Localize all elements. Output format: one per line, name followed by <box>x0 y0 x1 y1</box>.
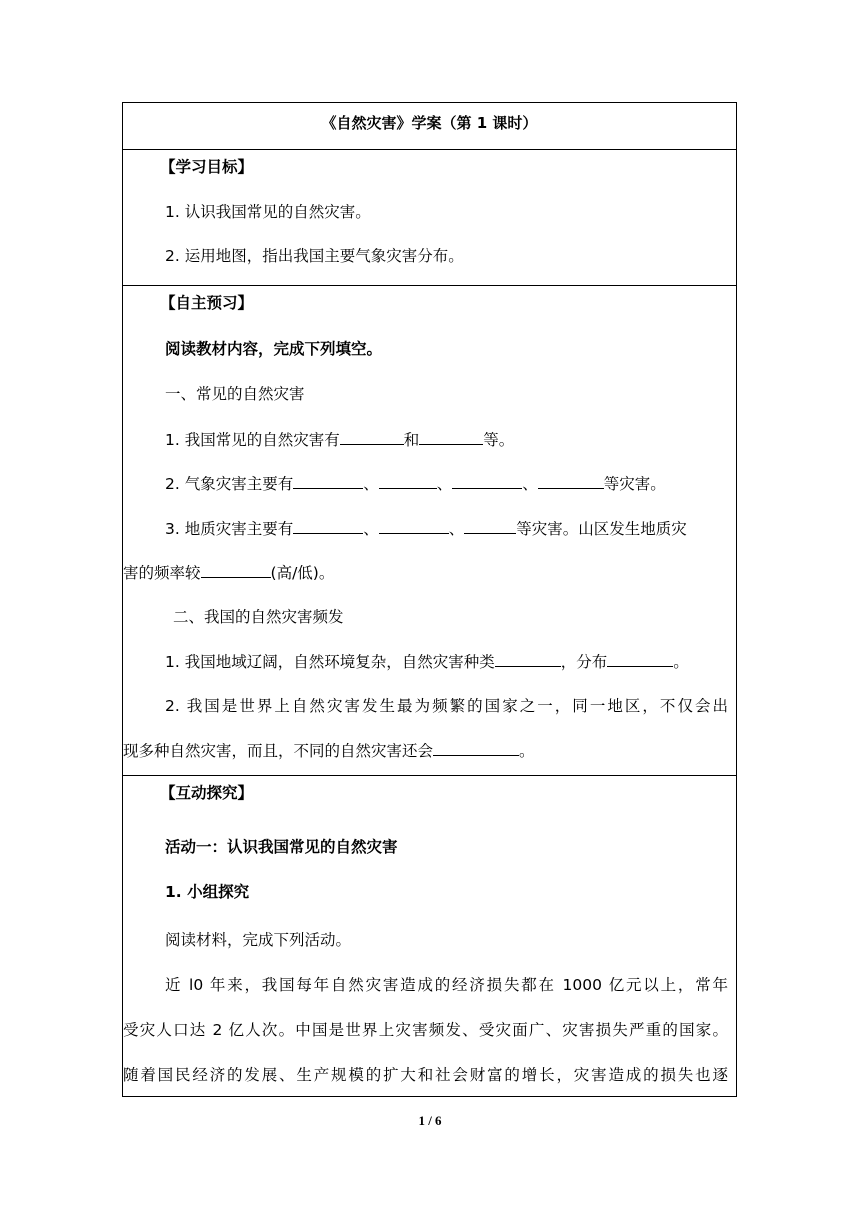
answer-blank[interactable] <box>607 651 673 667</box>
answer-blank[interactable] <box>379 518 449 534</box>
explore-heading: 【互动探究】 <box>160 784 254 802</box>
answer-blank[interactable] <box>379 473 437 489</box>
question-2: 2. 气象灾害主要有 、 、 、 等灾害。 <box>165 475 666 493</box>
preview-instruction: 阅读教材内容，完成下列填空。 <box>165 340 383 358</box>
answer-blank[interactable] <box>464 518 516 534</box>
question-5-line-1: 2. 我国是世界上自然灾害发生最为频繁的国家之一，同一地区，不仅会出 <box>165 697 728 715</box>
activity-instruction: 阅读材料，完成下列活动。 <box>165 931 352 949</box>
page-title: 《自然灾害》学案（第 1 课时） <box>321 114 538 132</box>
question-3-line-1: 3. 地质灾害主要有 、 、 等灾害。山区发生地质灾 <box>165 520 687 538</box>
section-heading-2: 二、我国的自然灾害频发 <box>173 608 344 626</box>
goal-item-2: 2. 运用地图，指出我国主要气象灾害分布。 <box>165 247 464 265</box>
answer-blank[interactable] <box>433 740 519 756</box>
reading-para-line-1: 近 l0 年来，我国每年自然灾害造成的经济损失都在 1000 亿元以上，常年 <box>165 976 728 994</box>
answer-blank[interactable] <box>340 429 404 445</box>
goal-item-1: 1. 认识我国常见的自然灾害。 <box>165 203 371 221</box>
question-4: 1. 我国地域辽阔，自然环境复杂，自然灾害种类 ，分布 。 <box>165 653 689 671</box>
answer-blank[interactable] <box>201 562 271 578</box>
answer-blank[interactable] <box>538 473 604 489</box>
answer-blank[interactable] <box>293 518 363 534</box>
question-5-line-2: 现多种自然灾害，而且，不同的自然灾害还会 。 <box>123 742 535 760</box>
answer-blank[interactable] <box>452 473 522 489</box>
goals-section <box>123 149 736 286</box>
section-heading-1: 一、常见的自然灾害 <box>165 385 305 403</box>
answer-blank[interactable] <box>419 429 483 445</box>
preview-heading: 【自主预习】 <box>160 294 254 312</box>
explore-section <box>123 775 736 1096</box>
goals-heading: 【学习目标】 <box>160 158 254 176</box>
subsection-title: 1. 小组探究 <box>165 883 250 901</box>
reading-para-line-3: 随着国民经济的发展、生产规模的扩大和社会财富的增长，灾害造成的损失也逐 <box>123 1066 728 1084</box>
title-row <box>123 103 736 150</box>
preview-section <box>123 285 736 776</box>
answer-blank[interactable] <box>293 473 363 489</box>
worksheet-table <box>122 102 737 1097</box>
reading-para-line-2: 受灾人口达 2 亿人次。中国是世界上灾害频发、受灾面广、灾害损失严重的国家。 <box>123 1021 728 1039</box>
question-1: 1. 我国常见的自然灾害有 和 等。 <box>165 431 515 449</box>
activity-title: 活动一：认识我国常见的自然灾害 <box>165 838 398 856</box>
answer-blank[interactable] <box>495 651 561 667</box>
page-number: 1 / 6 <box>418 1113 442 1128</box>
question-3-line-2: 害的频率较 (高/低)。 <box>123 564 335 582</box>
